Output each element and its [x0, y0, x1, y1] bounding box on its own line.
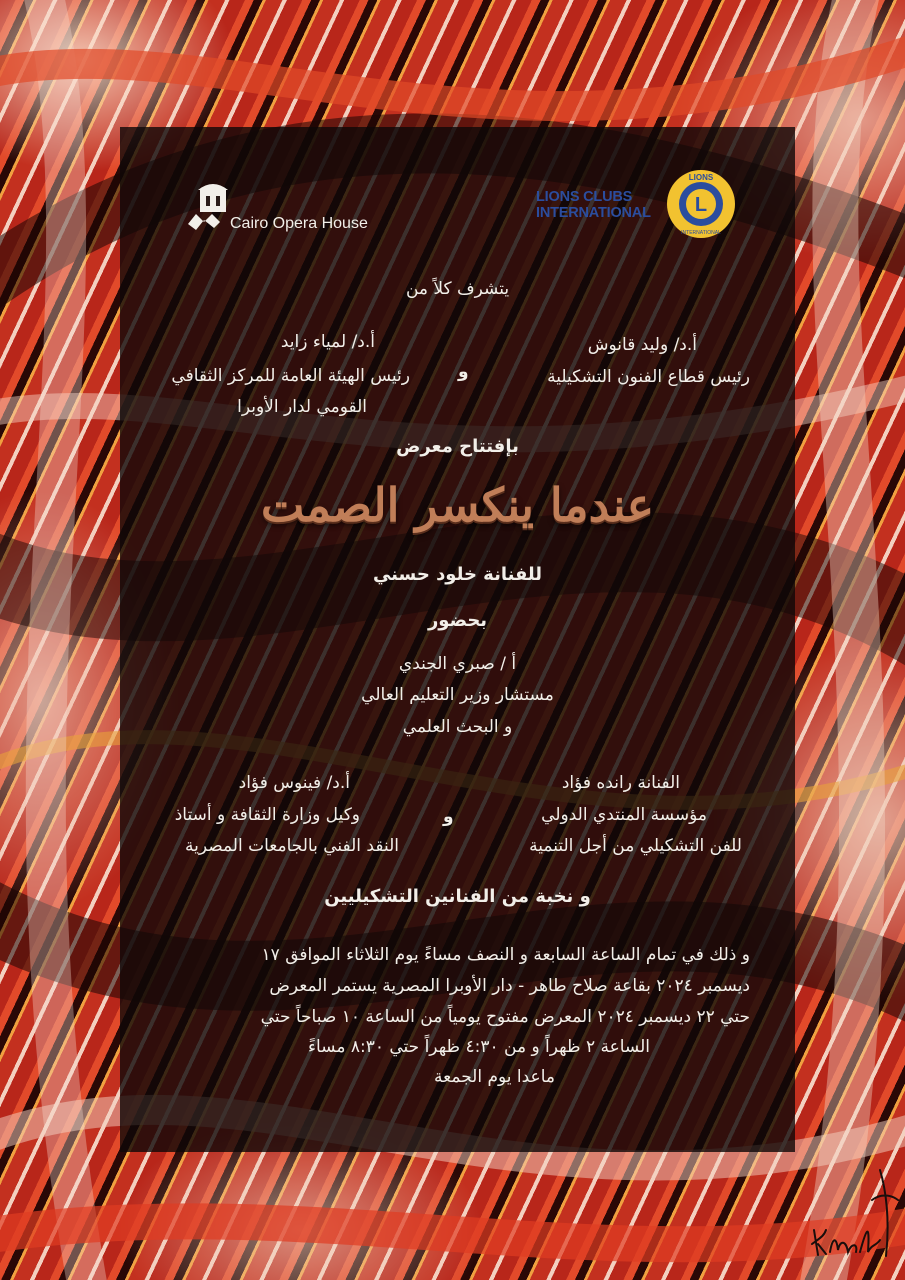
host-left-name: أ.د/ لمياء زايد [280, 332, 375, 352]
cairo-opera-house-name: Cairo Opera House [230, 215, 368, 232]
guest2-right-line2: للفن التشكيلي من أجل التنمية [529, 836, 742, 856]
artist-signature [806, 1160, 901, 1270]
guest2-left-line1: وكيل وزارة الثقافة و أستاذ [174, 805, 360, 825]
host-left-role-line2: القومي لدار الأوبرا [237, 397, 367, 417]
lions-emblem-bottom: INTERNATIONAL [681, 230, 721, 236]
guest-name: أ / صبري الجندي [398, 654, 517, 674]
lions-clubs-line2: INTERNATIONAL [536, 205, 651, 221]
lions-clubs-line1: LIONS CLUBS [536, 189, 633, 205]
host-right-name: أ.د/ وليد قانوش [587, 335, 697, 355]
lions-emblem-top: LIONS [688, 173, 714, 182]
host-left-role-line1: رئيس الهيئة العامة للمركز الثقافي [171, 366, 410, 386]
details-line-2: ديسمبر ٢٠٢٤ بقاعة صلاح طاهر - دار الأوبرا المصرية يستمر المعرض [269, 976, 750, 996]
details-line-3: حتي ٢٢ ديسمبر ٢٠٢٤ المعرض مفتوح يومياً من الساعة ١٠ صباحاً حتي [260, 1007, 750, 1027]
guest2-left-name: أ.د/ فينوس فؤاد [238, 773, 350, 793]
guest2-right-name: الفنانة رانده فؤاد [561, 773, 680, 793]
guest2-left-line2: النقد الفني بالجامعات المصرية [184, 836, 399, 856]
elite-artists-text: و نخبة من الفنانين التشكيليين [324, 886, 591, 907]
opening-text: بإفتتاح معرض [396, 436, 519, 457]
attendance-label: بحضور [427, 610, 488, 631]
details-line-4: الساعة ٢ ظهراً و من ٤:٣٠ ظهراً حتي ٨:٣٠ مساءً [307, 1037, 650, 1057]
hosts-connector: و [458, 362, 469, 382]
guest2-right-line1: مؤسسة المنتدي الدولي [541, 805, 707, 825]
artist-text: للفنانة خلود حسني [372, 564, 543, 585]
guest-role-line2: و البحث العلمي [402, 717, 513, 737]
guests2-connector: و [443, 807, 454, 827]
details-line-1: و ذلك في تمام الساعة السابعة و النصف مساءً يوم الثلاثاء الموافق ١٧ [261, 945, 750, 965]
exhibition-title: عندما ينكسر الصمت [260, 478, 655, 532]
host-right-role: رئيس قطاع الفنون التشكيلية [547, 367, 750, 387]
guest-role-line1: مستشار وزير التعليم العالي [361, 685, 554, 705]
lions-emblem-letter: L [694, 194, 708, 216]
details-line-5: ماعدا يوم الجمعة [434, 1067, 555, 1087]
lions-emblem-icon [665, 168, 737, 240]
lions-clubs-wordmark [536, 189, 660, 221]
intro-text: يتشرف كلاً من [405, 279, 510, 299]
